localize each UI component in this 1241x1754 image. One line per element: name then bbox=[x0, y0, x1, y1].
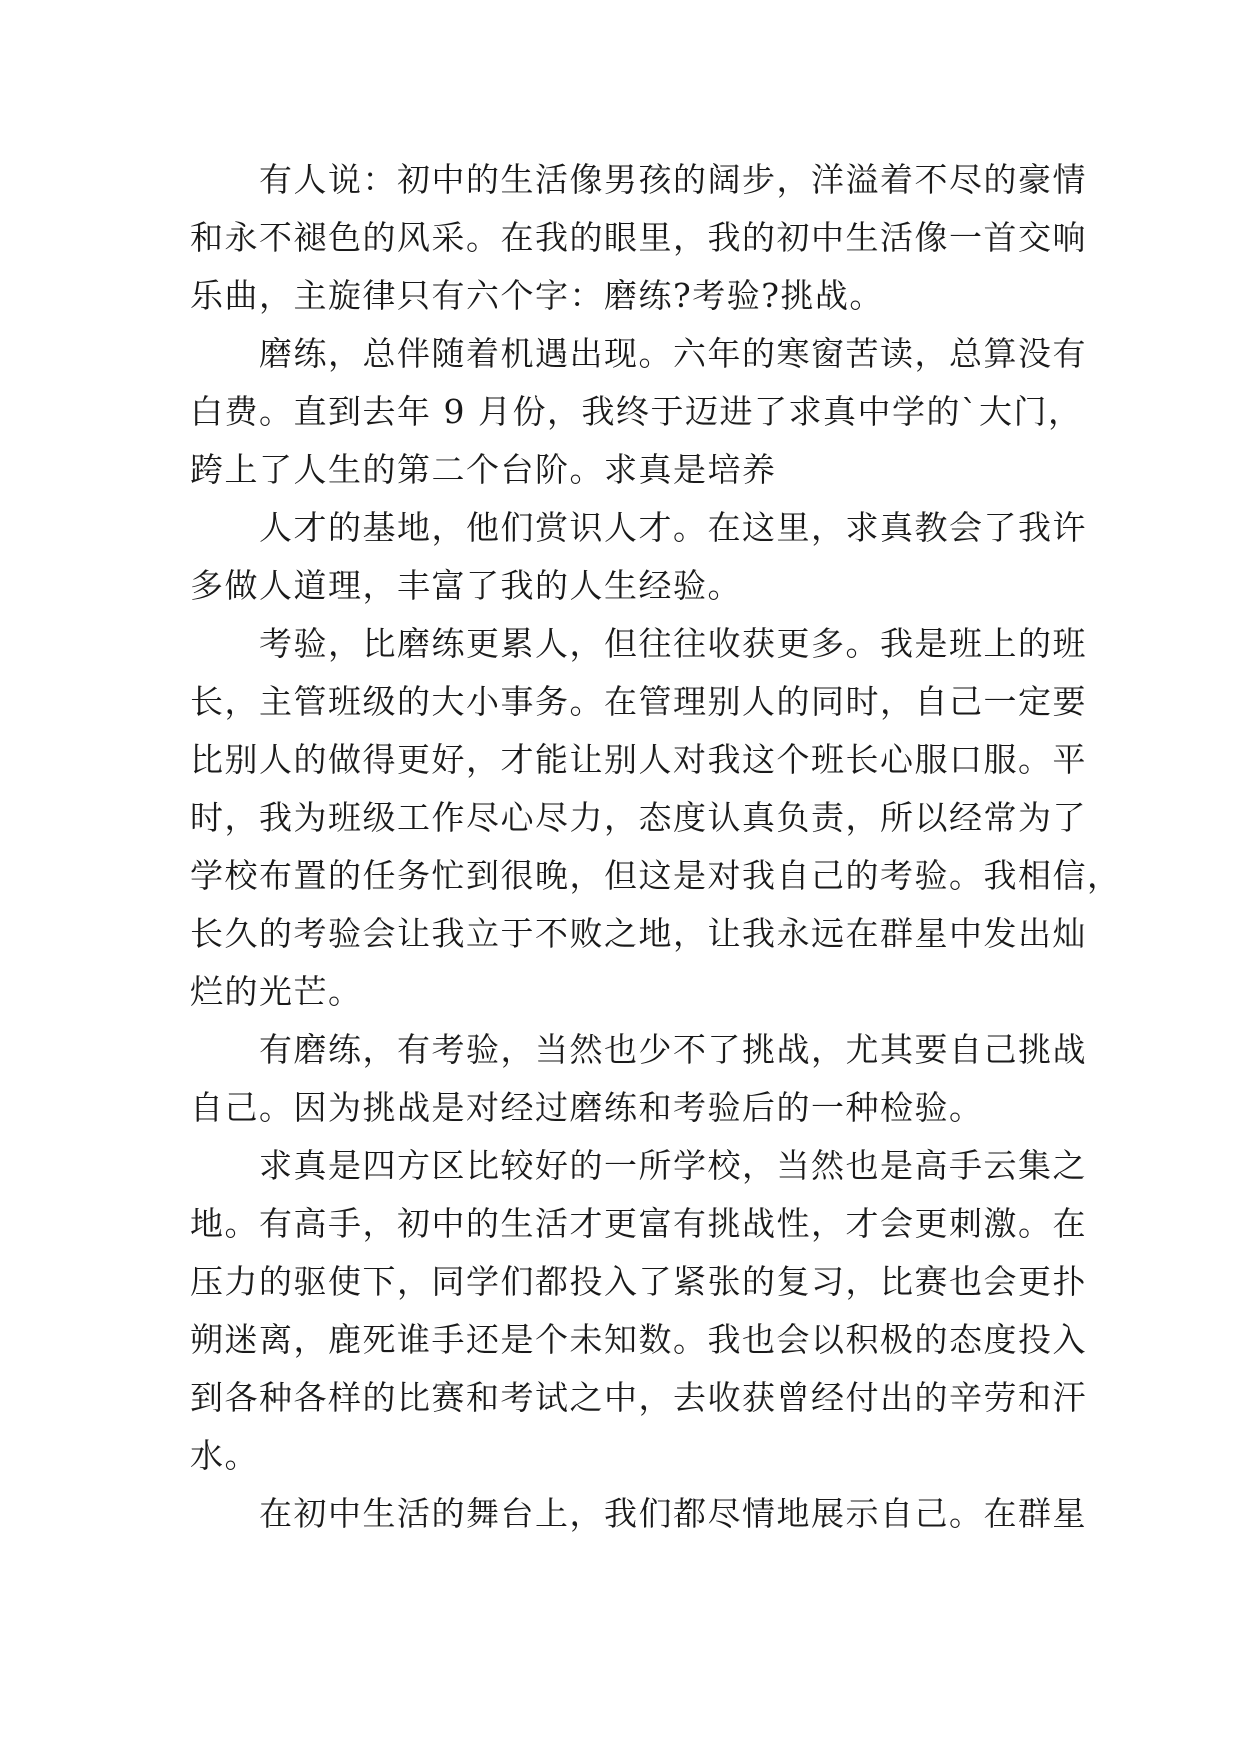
text-line: 比别人的做得更好，才能让别人对我这个班长心服口服。平 bbox=[190, 740, 1087, 779]
text-line: 人才的基地，他们赏识人才。在这里，求真教会了我许 bbox=[190, 508, 1087, 547]
text-line: 跨上了人生的第二个台阶。求真是培养 bbox=[190, 450, 777, 489]
text-line: 水。 bbox=[190, 1436, 259, 1475]
text-line: 自己。因为挑战是对经过磨练和考验后的一种检验。 bbox=[190, 1088, 984, 1127]
text-line: 压力的驱使下，同学们都投入了紧张的复习，比赛也会更扑 bbox=[190, 1262, 1087, 1301]
text-line: 长久的考验会让我立于不败之地，让我永远在群星中发出灿 bbox=[190, 914, 1087, 953]
text-line: 长，主管班级的大小事务。在管理别人的同时，自己一定要 bbox=[190, 682, 1087, 721]
text-line: 地。有高手，初中的生活才更富有挑战性，才会更刺激。在 bbox=[190, 1204, 1087, 1243]
text-line: 时，我为班级工作尽心尽力，态度认真负责，所以经常为了 bbox=[190, 798, 1087, 837]
text-line: 有磨练，有考验，当然也少不了挑战，尤其要自己挑战 bbox=[190, 1030, 1087, 1069]
text-line: 烂的光芒。 bbox=[190, 972, 363, 1011]
text-line: 乐曲，主旋律只有六个字：磨练?考验?挑战。 bbox=[190, 276, 884, 315]
text-line: 有人说：初中的生活像男孩的阔步，洋溢着不尽的豪情 bbox=[190, 160, 1087, 199]
text-line: 在初中生活的舞台上，我们都尽情地展示自己。在群星 bbox=[190, 1494, 1087, 1533]
text-line: 到各种各样的比赛和考试之中，去收获曾经付出的辛劳和汗 bbox=[190, 1378, 1087, 1417]
text-line: 磨练，总伴随着机遇出现。六年的寒窗苦读，总算没有 bbox=[190, 334, 1087, 373]
text-line: 考验，比磨练更累人，但往往收获更多。我是班上的班 bbox=[190, 624, 1087, 663]
text-line: 和永不褪色的风采。在我的眼里，我的初中生活像一首交响 bbox=[190, 218, 1087, 257]
text-line: 求真是四方区比较好的一所学校，当然也是高手云集之 bbox=[190, 1146, 1087, 1185]
text-line: 学校布置的任务忙到很晚，但这是对我自己的考验。我相信， bbox=[190, 856, 1122, 895]
text-line: 白费。直到去年 9 月份，我终于迈进了求真中学的`大门， bbox=[190, 392, 1083, 431]
text-line: 多做人道理，丰富了我的人生经验。 bbox=[190, 566, 742, 605]
text-line: 朔迷离，鹿死谁手还是个未知数。我也会以积极的态度投入 bbox=[190, 1320, 1087, 1359]
